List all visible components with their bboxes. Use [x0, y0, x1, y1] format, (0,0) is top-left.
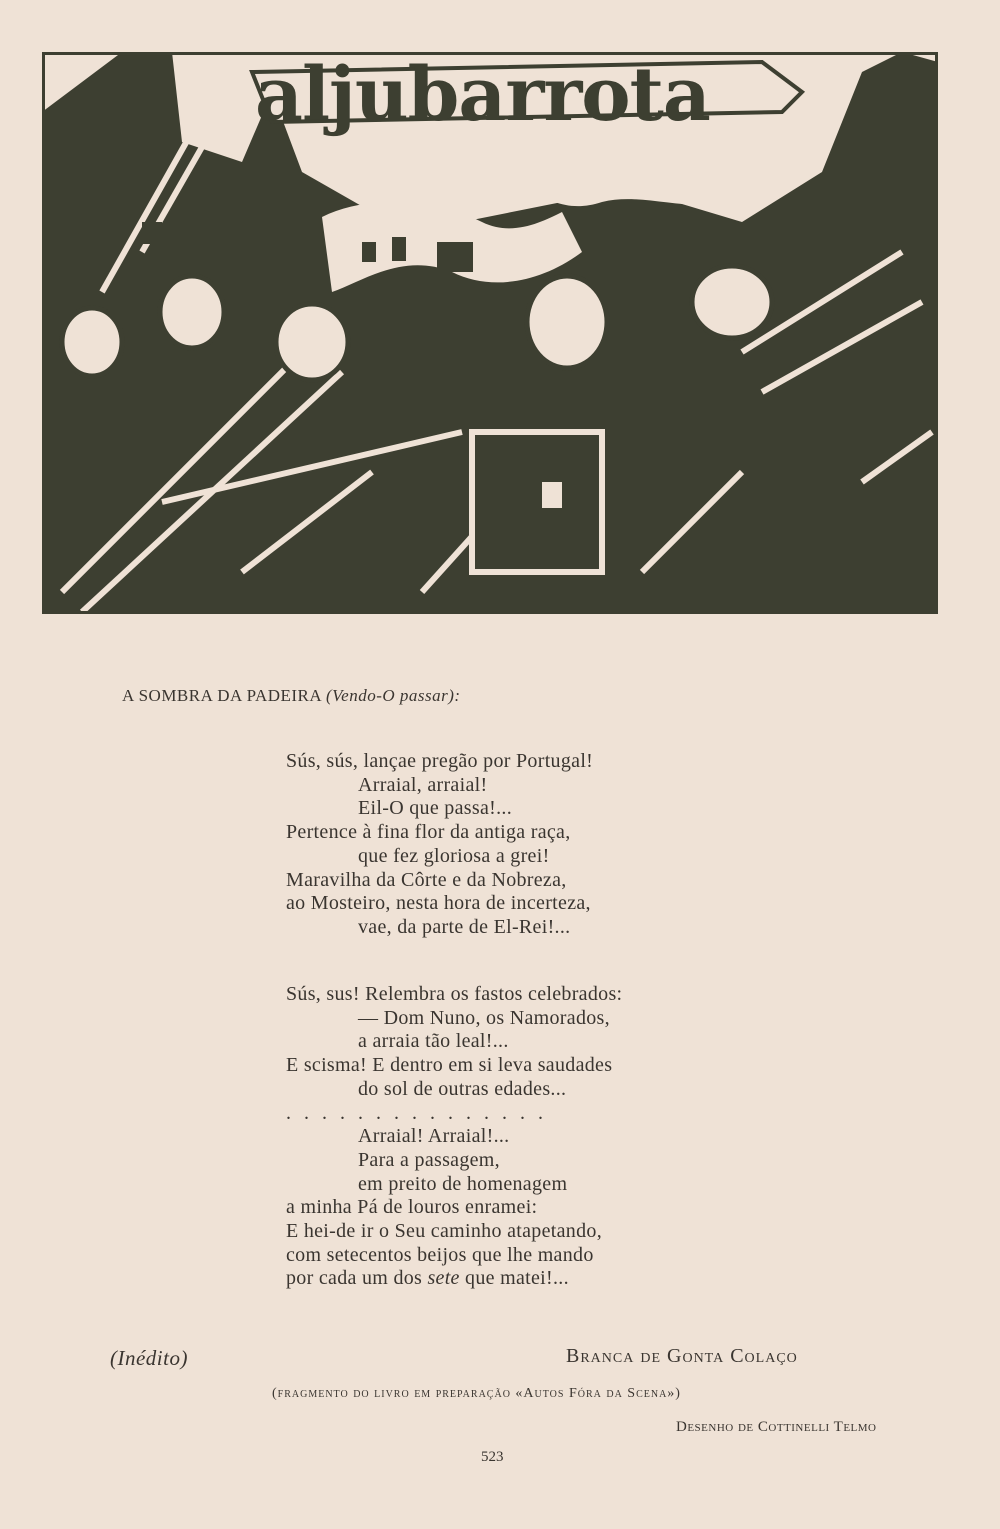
stanza-two [286, 983, 622, 1291]
verse-line: do sol de outras edades... [358, 1077, 567, 1100]
verse-line: Maravilha da Côrte e da Nobreza, [286, 868, 567, 891]
verse-line: a arraia tão leal!... [358, 1030, 509, 1053]
fragment-note: (fragmento do livro em preparação «Autos Fóra da Scena») [272, 1386, 681, 1401]
verse-line: ao Mosteiro, nesta hora de incerteza, [286, 892, 591, 915]
banner-title: aljubarrota [255, 52, 710, 138]
verse-line: E scisma! E dentro em si leva saudades [286, 1054, 613, 1077]
author-name: Branca de Gonta Colaço [566, 1345, 798, 1367]
verse-line: por cada um dos sete que matei!... [286, 1267, 569, 1290]
stanza-one [286, 750, 593, 940]
verse-line: Arraial! Arraial!... [358, 1125, 510, 1148]
verse-line: Eil-O que passa!... [358, 797, 512, 820]
ellipsis-line: ............... [286, 1101, 556, 1124]
verse-line: Pertence à fina flor da antiga raça, [286, 821, 571, 844]
verse-line: que fez gloriosa a grei! [358, 844, 550, 867]
speaker-heading [122, 686, 461, 706]
stage-direction: (Vendo-O passar): [326, 686, 461, 705]
illustration-credit: Desenho de Cottinelli Telmo [676, 1419, 877, 1435]
verse-line: a minha Pá de louros enramei: [286, 1196, 538, 1219]
speaker-name: A SOMBRA DA PADEIRA [122, 686, 322, 705]
verse-line: — Dom Nuno, os Namorados, [358, 1006, 610, 1029]
verse-line: Arraial, arraial! [358, 773, 488, 796]
page-number: 523 [481, 1449, 504, 1465]
verse-line: Para a passagem, [358, 1148, 500, 1171]
verse-line: E hei-de ir o Seu caminho atapetando, [286, 1220, 602, 1243]
woodcut-illustration [42, 52, 938, 614]
verse-line: com setecentos beijos que lhe mando [286, 1243, 594, 1266]
emphasized-word: sete [427, 1267, 460, 1290]
inedito-label: (Inédito) [110, 1346, 188, 1370]
verse-line: Sús, sús, lançae pregão por Portugal! [286, 750, 594, 772]
verse-line: vae, da parte de El-Rei!... [358, 915, 571, 938]
verse-line: em preito de homenagem [358, 1172, 568, 1195]
verse-line: Sús, sus! Relembra os fastos celebrados: [286, 983, 623, 1005]
